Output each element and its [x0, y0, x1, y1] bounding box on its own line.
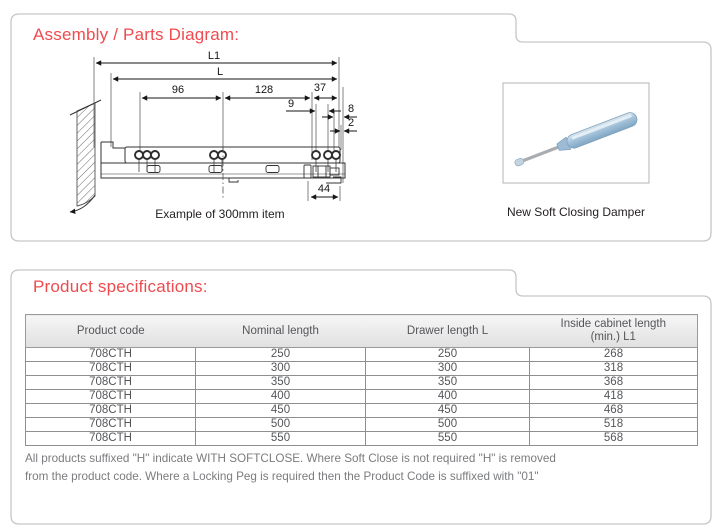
dim-label-44: 44 [317, 183, 331, 195]
specs-panel-title: Product specifications: [33, 277, 208, 296]
dim-label-128: 128 [254, 84, 274, 96]
dim-label-8: 8 [347, 103, 355, 115]
table-row: 708CTH 350 350 368 [26, 376, 698, 390]
table-row: 708CTH 450 450 468 [26, 404, 698, 418]
dim-label-l: L [216, 66, 224, 78]
header-product-code: Product code [26, 315, 196, 348]
dim-label-l1: L1 [207, 50, 221, 62]
dim-label-37: 37 [313, 82, 327, 94]
dim-label-2: 2 [347, 117, 355, 129]
table-row: 708CTH 400 400 418 [26, 390, 698, 404]
header-nominal-length: Nominal length [196, 315, 366, 348]
table-header-row [26, 315, 698, 348]
damper-caption: New Soft Closing Damper [506, 205, 646, 219]
specifications-table [25, 314, 698, 446]
damper-image [503, 83, 649, 183]
dim-label-96: 96 [171, 84, 185, 96]
footnote-line-1: All products suffixed "H" indicate WITH SOFTCLOSE. Where Soft Close is not required "H" is removed [25, 452, 556, 465]
header-inside-cabinet-length: Inside cabinet length (min.) L1 [530, 315, 698, 348]
table-row: 708CTH 500 500 518 [26, 418, 698, 432]
footnote-line-2: from the product code. Where a Locking Peg is required then the Product Code is suffixed with "01" [25, 470, 539, 483]
header-drawer-length: Drawer length L [366, 315, 530, 348]
table-row: 708CTH 550 550 568 [26, 432, 698, 446]
table-row: 708CTH 250 250 268 [26, 348, 698, 362]
assembly-panel-title: Assembly / Parts Diagram: [33, 25, 240, 44]
dim-label-9: 9 [287, 98, 295, 110]
diagram-caption: Example of 300mm item [155, 207, 285, 221]
table-row: 708CTH 300 300 318 [26, 362, 698, 376]
